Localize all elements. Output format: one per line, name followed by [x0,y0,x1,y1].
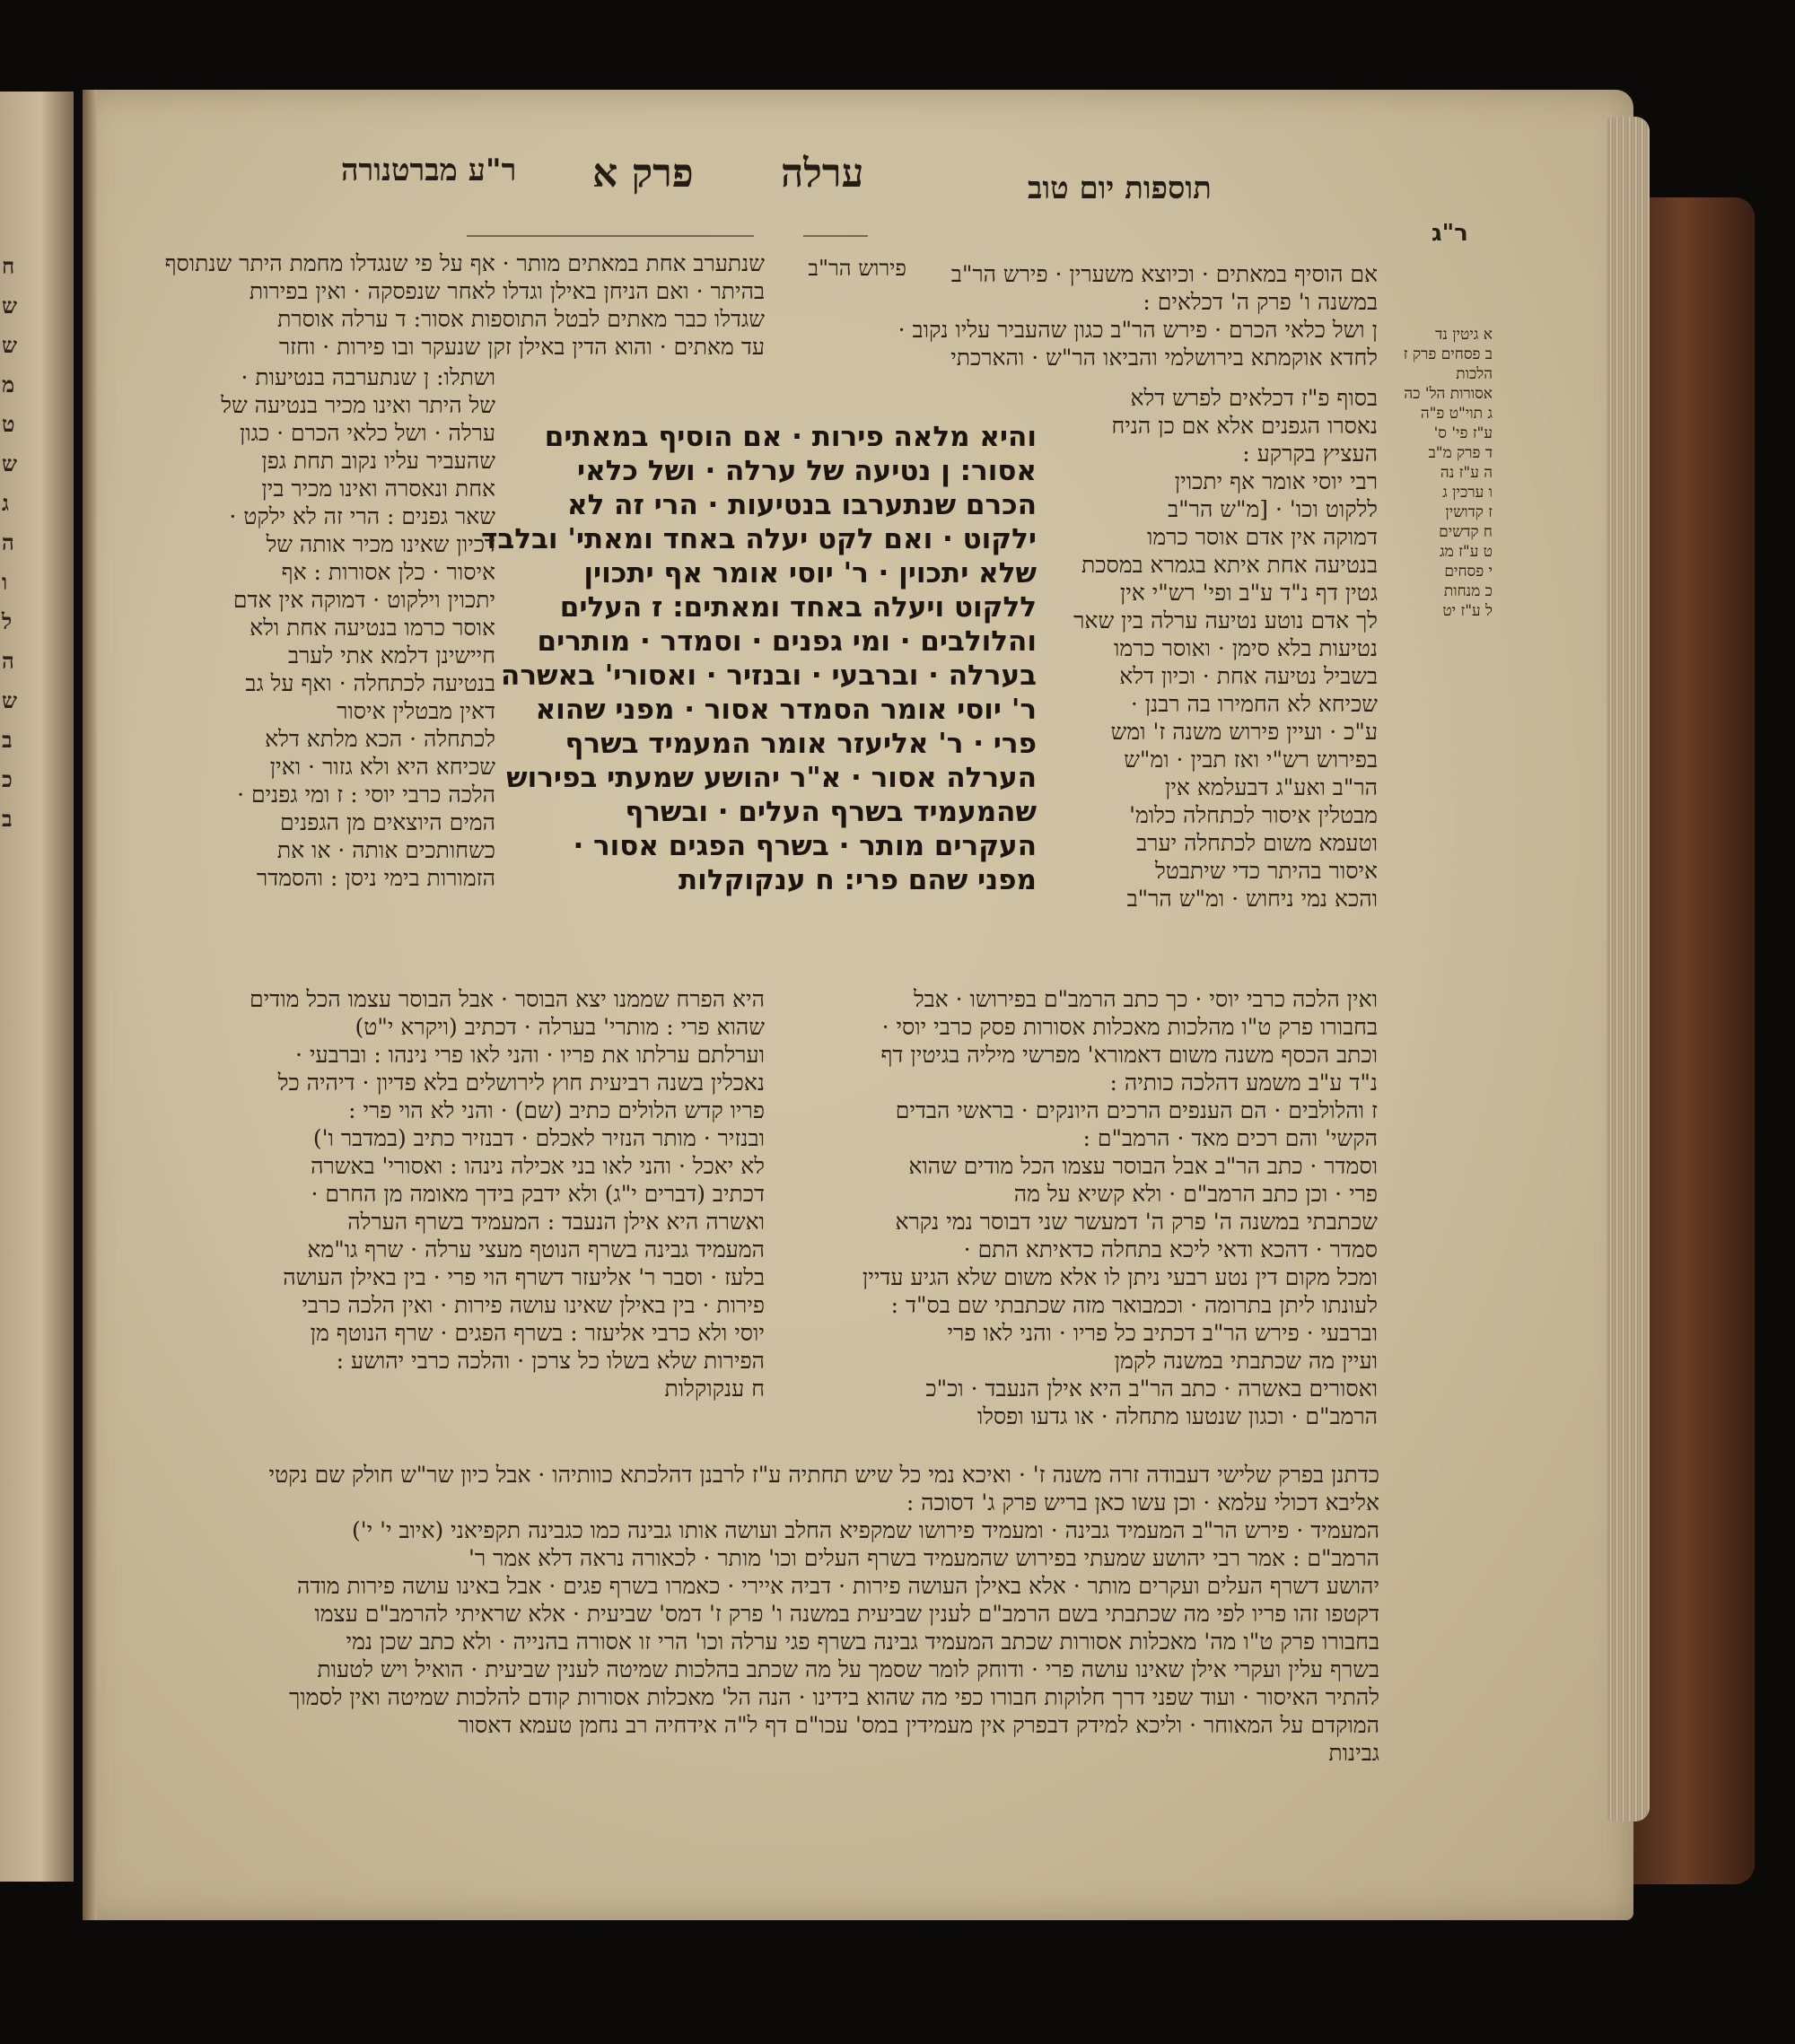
bartenura-top-block [154,249,765,361]
margin-reference-line: ל ע"ז יט [1442,602,1493,620]
tosafot-line: הרמב"ם : אמר רבי יהושע שמעתי בפירוש שהמעמיד בשרף העלים וכו' מותר · לכאורה נראה דלא אמר ר' [468,1545,1379,1571]
tosafot-line: נ"ד ע"ב משמע דהלכה כותיה : [1109,1070,1378,1096]
margin-reference-line: ח קדשים [1439,523,1493,541]
bartenura-line: שאר גפנים : הרי זה לא ילקט · [229,503,495,529]
tosafot-line: וסמדר · כתב הר"ב אבל הבוסר עצמו הכל מודים שהוא [908,1153,1378,1179]
tosafot-line: בחבורו פרק ט"ו מהלכות מאכלות אסורות פסק כרבי יוסי · [881,1014,1378,1040]
mishna-line: ילקוט · ואם לקט יעלה באחד ומאתי' ובלבד [481,523,1037,555]
tosafot-line: ואין הלכה כרבי יוסי · כך כתב הרמב"ם בפירושו · אבל [913,986,1378,1012]
bartenura-line: הזמורות בימי ניסן : והסמדר [256,865,495,891]
tosafot-line: סמדר · דהכא ודאי ליכא בתחלה כדאיתא התם · [963,1236,1378,1262]
bartenura-line: אוסר כרמו בנטיעה אחת ולא [250,615,495,641]
bartenura-line: פריו קדש הלולים כתיב (שם) · והני לא הוי פרי : [348,1097,765,1123]
left-page-edge [0,92,74,1882]
bartenura-line: לכתחלה · הכא מלתא דלא [265,726,495,752]
bartenura-line: אחת ונאסרה ואינו מכיר בין [261,476,495,502]
tosafot-line: שכיחא לא החמירו בה רבנן · [1130,691,1378,717]
margin-reference-line: ט ע"ז מג [1440,543,1493,561]
bartenura-line: פירות · בין באילן שאינו עושה פירות · ואין הלכה כרבי [302,1292,765,1318]
bartenura-line: בהיתר · ואם הניחן באילן וגדלו לאחר שנפסקה · ואין בפירות [249,278,765,304]
bartenura-line: של היתר ואינו מכיר בנטיעה של [221,392,495,418]
margin-reference-line: אסורות הל' כה [1404,385,1493,403]
bartenura-line: יוסי ולא כרבי אליעזר : בשרף הפגים · שרף הנוטף מן [310,1320,765,1346]
tosafot-line: שכתבתי במשנה ה' פרק ה' דמעשר שני דבוסר נמי נקרא [895,1209,1378,1235]
tosafot-line: המעמיד · פירש הר"ב המעמיד גבינה · ומעמיד פירושו שמקפיא החלב ועושה אותו גבינה כמו כגבינה תקפיאני (איוב י' י') [351,1517,1379,1543]
header-tractate-name: ערלה [781,151,864,197]
bartenura-bottom-block [154,985,765,1402]
tosafot-line: הר"ב ואע"ג דבעלמא אין [1164,774,1378,800]
tosafot-line: ע"כ · ועיין פירוש משנה ז' ומש [1110,719,1378,745]
header-rule-left [467,235,754,237]
tosafot-line: הרמב"ם · וכגון שנטעו מתחלה · או גדעו ופסלו [976,1403,1378,1429]
tosafot-bottom-block [785,985,1378,1430]
tosafot-line: לחדא אוקמתא בירושלמי והביאו הר"ש · והארכתי [950,345,1378,371]
header-right-commentary-title: תוספות יום טוב [1028,170,1212,206]
margin-reference-line: א גיטין נד [1435,326,1493,344]
bartenura-line: שכיחא היא ולא גזור · ואין [269,754,495,780]
tosafot-line: רבי יוסי אומר אף יתכוין [1174,468,1378,494]
tosafot-line: נאסרו הגפנים אלא אם כן הניח [1111,413,1378,439]
bartenura-line: דכתיב (דברים י"ג) ולא ידבק בידך מאומה מן החרם · [311,1181,765,1207]
margin-reference-line: הלכות [1456,365,1493,383]
margin-reference-line: ב פסחים פרק ז [1403,345,1493,363]
tosafot-line: נטיעות בלא סימן · ואוסר כרמו [1114,635,1378,661]
tosafot-line: להתיר האיסור · ועוד שפני דרך חלוקות חבורו כפי מה שהוא בידינו · הנה הל' מאכלות אסורות קודם להלכות שמיטה ואין לסמוך [289,1684,1379,1710]
left-page-fragment: ש [2,332,17,358]
tosafot-line: ז והלולבים · הם הענפים הרכים היונקים · בראשי הבדים [895,1097,1378,1123]
left-page-fragment: ל [2,608,13,634]
bartenura-line: היא הפרח שממנו יצא הבוסר · אבל הבוסר עצמו הכל מודים [250,986,765,1012]
tosafot-line: בחבורו פרק ט"ו מה' מאכלות אסורות שכתב המעמיד גבינה בשרף פגי ערלה וכו' הרי זו אסורה בהנייה · ולא כתב שכן נמי [346,1629,1379,1655]
tosafot-line: בסוף פ"ז דכלאים לפרש דלא [1130,385,1378,411]
margin-references [1387,325,1493,621]
tosafot-line: וטעמא משום לכתחלה יערב [1136,830,1378,856]
left-page-fragment: ב [2,727,13,753]
margin-reference-line: ז קדושין [1445,503,1493,521]
left-page-fragment: ה [2,529,14,555]
tosafot-line: במשנה ו' פרק ה' דכלאים : [1143,289,1378,315]
tosafot-line: אם הוסיף במאתים · וכיוצא משערין · פירש הר"ב [950,261,1378,287]
left-page-fragment: ח [2,253,15,279]
bartenura-line: שנתערב אחת במאתים מותר · אף על פי שנגדלו מחמת היתר שנתוסף [164,250,765,276]
tosafot-line: איסור בהיתר כדי שיתבטל [1155,858,1378,884]
mishna-line: העקרים מותר · בשרף הפגים אסור · [573,830,1037,862]
page-corner-number: ר"ג [1432,220,1468,247]
page-gutter-shadow [83,90,97,1920]
tosafot-line: גבינות [1328,1740,1379,1766]
bartenura-line: חיישינן דלמא אתי לערב [287,642,495,668]
margin-reference-line: ד פרק מ"ב [1428,444,1493,462]
tosafot-line: ן ושל כלאי הכרם · פירש הר"ב כגון שהעביר עליו נקוב · [898,317,1378,343]
tosafot-line: בנטיעה אחת איתא בגמרא במסכת [1081,552,1378,578]
tosafot-line: לעונתו ליתן בתרומה · וכמבואר מזה שכתבתי שם בס"ד : [890,1292,1378,1318]
header-chapter: פרק א [592,151,694,197]
mishna-line: ללקוט ויעלה באחד ומאתים: ז העלים [559,591,1037,624]
bartenura-line: המעמיד גבינה בשרף הנוטף מעצי ערלה · שרף גו"מא [307,1236,765,1262]
bartenura-line: ח ענקוקלות [664,1376,765,1402]
tosafot-line: דמוקה אין אדם אוסר כרמו [1147,524,1378,550]
bartenura-line: וערלתם ערלתו את פריו · והני לאו פרי נינהו : וברבעי · [295,1042,765,1068]
tosafot-line: וכתב הכסף משנה משום דאמורא' מפרשי מיליה בגיטין דף [880,1042,1378,1068]
tosafot-line: פרי · וכן כתב הרמב"ם · ולא קשיא על מה [1013,1181,1378,1207]
mishna-line: הכרם שנתערבו בנטיעות · הרי זה לא [567,489,1037,521]
margin-reference-line: ע"ז פי' ס' [1433,424,1493,442]
tosafot-line: לך אדם נוטע נטיעה ערלה בין שאר [1073,607,1378,633]
left-page-fragment: ש [2,450,17,476]
bartenura-line: דכיון שאינו מכיר אותה של [266,531,495,557]
tosafot-line: גטין דף נ"ד ע"ב ופי' רש"י אין [1119,580,1378,606]
margin-reference-line: ה ע"ז נה [1440,464,1493,482]
margin-reference-line: ו ערכין ג [1442,484,1493,502]
tosafot-column [1041,384,1378,913]
left-page-fragment: ג [2,490,9,516]
mishna-line: הערלה אסור · א"ר יהושע שמעתי בפירוש [506,762,1037,794]
bartenura-line: הפירות שלא בשלו כל צרכן · והלכה כרבי יהושע : [336,1348,765,1374]
header-rule-label: פירוש הר"ב [808,256,906,281]
tosafot-line: מבטלין איסור לכתחלה כלומ' [1129,802,1378,828]
left-page-fragment: מ [2,371,15,397]
bartenura-line: ושתלו: ן שנתערבה בנטיעות · [241,364,495,390]
tosafot-line: כדתנן בפרק שלישי דעבודה זרה משנה ז' · ואיכא נמי כל שיש תחתיה ע"ז לרבנן דהלכתא כוותיהו · אבל כיון שר"ש חולק שם נקטי [268,1462,1379,1488]
tosafot-full-width-block [127,1461,1379,1767]
bartenura-line: שגדלו כבר מאתים לבטל התוספות אסור: ד ערלה אוסרת [277,306,765,332]
left-page-fragment: ב [2,806,13,832]
tosafot-line: ומכל מקום דין נטע רבעי ניתן לו אלא משום שלא הגיע עדיין [862,1264,1378,1290]
bartenura-line: בנטיעה לכתחלה · ואף על גב [245,670,495,696]
bartenura-line: הלכה כרבי יוסי : ז ומי גפנים · [237,782,495,808]
tosafot-line: והכא נמי ניחוש · ומ"ש הר"ב [1126,886,1378,912]
bartenura-line: ואשרה היא אילן הנעבד : המעמיד בשרף הערלה [347,1209,765,1235]
bartenura-line: שהוא פרי : מותרי' בערלה · דכתיב (ויקרא י"ט) [355,1014,765,1040]
left-page-fragment: ש [2,293,17,319]
page-edges [1607,117,1650,1821]
mishna-line: פרי · ר' אליעזר אומר המעמיד בשרף [565,728,1037,760]
mishna-line: והיא מלאה פירות · אם הוסיף במאתים [544,421,1037,453]
tosafot-line: ללקוט וכו' · [מ"ש הר"ב [1168,496,1378,522]
mishna-line: שהמעמיד בשרף העלים · ובשרף [625,796,1037,828]
margin-reference-line: כ מנחות [1443,582,1493,600]
bartenura-line: איסור · כלן אסורות : אף [281,559,495,585]
mishna-line: אסור: ן נטיעה של ערלה · ושל כלאי [576,455,1037,487]
tosafot-line: בפירוש רש"י ואז תבין · ומ"ש [1124,747,1378,773]
tosafot-line: העציץ בקרקע : [1242,441,1378,467]
tosafot-line: בשביל נטיעה אחת · וכיון דלא [1119,663,1378,689]
mishna-line: שלא יתכוין · ר' יוסי אומר אף יתכוין [583,557,1037,590]
bartenura-line: ערלה · ושל כלאי הכרם · כגון [239,420,495,446]
mishna-line: והלולבים · ומי גפנים · וסמדר · מותרים [537,625,1037,658]
left-page-fragment: ט [2,411,15,437]
tosafot-line: דקטפו זהו פריו לפי מה שכתבתי בשם הרמב"ם לענין שביעית במשנה ו' פרק ז' דמס' שביעית · אלא שראיתי להרמב"ם עצמו [314,1601,1379,1627]
left-page-fragment: ו [2,569,8,595]
tosafot-line: וברבעי · פירש הר"ב דכתיב כל פריו · והני לאו פרי [947,1320,1378,1346]
mishna-line: ר' יוסי אומר הסמדר אסור · מפני שהוא [535,694,1037,726]
bartenura-line: ובנזיר · מותר הנזיר לאכלם · דבנזיר כתיב (במדבר ו') [312,1125,765,1151]
bartenura-column [154,363,495,892]
bartenura-line: נאכלין בשנה רביעית חוץ לירושלים בלא פדיון · דיהיה כל [277,1070,765,1096]
left-page-fragment: כ [2,766,13,792]
tosafot-line: ועיין מה שכתבתי במשנה לקמן [1114,1348,1378,1374]
book-cover [1633,197,1755,1884]
left-page-fragment: ה [2,648,14,674]
header-left-commentary-title: ר"ע מברטנורה [341,153,517,188]
tosafot-line: בשרף עלין ועקרי אילן שאינו עושה פרי · ודוחק לומר שסמך על מה שכתב בהלכות שמיטה לענין שביעית · הואיל ויש לטעות [317,1656,1379,1682]
tosafot-line: הקשי' והם רכים מאד · הרמב"ם : [1082,1125,1378,1151]
tosafot-line: ואסורים באשרה · כתב הר"ב היא אילן הנעבד · וכ"כ [925,1376,1378,1402]
left-page-fragment: ש [2,687,17,713]
mishna-line: בערלה · וברבעי · ובנזיר · ואסורי' באשרה [501,659,1037,692]
margin-reference-line: י פסחים [1444,563,1493,581]
bartenura-line: בלעז · וסבר ר' אליעזר דשרף הוי פרי · בין באילן העושה [283,1264,765,1290]
margin-reference-line: ג תוי"ט פ"ה [1420,405,1493,423]
header-rule-right [803,235,868,237]
bartenura-line: כשחותכים אותה · או את [276,837,495,863]
bartenura-line: המים היוצאים מן הגפנים [280,809,495,835]
tosafot-top-block [790,260,1378,371]
bartenura-line: שהעביר עליו נקוב תחת גפן [261,448,495,474]
tosafot-line: יהושע דשרף העלים ועקרים מותר · אלא באילן העושה פירות · דביה איירי · כאמרו בשרף פגים · אבל באינו עושה פירות מודה [296,1573,1379,1599]
mishna-line: מפני שהם פרי: ח ענקוקלות [679,864,1037,896]
bartenura-line: דאין מבטלין איסור [337,698,495,724]
mishna-text [481,420,1037,897]
bartenura-line: עד מאתים · והוא הדין באילן זקן שנעקר ובו פירות · וחזר [278,334,765,360]
tosafot-line: המוקדם על המאוחר · וליכא למידק דבפרק אין מעמידין במס' עכו"ם דף ל"ה אידחיה רב נחמן טעמא דאסור [458,1712,1379,1738]
bartenura-line: לא יאכל · והני לאו בני אכילה נינהו : ואסורי' באשרה [311,1153,765,1179]
tosafot-line: אליבא דכולי עלמא · וכן עשו כאן בריש פרק ג' דסוכה : [906,1489,1379,1516]
bartenura-line: יתכוין וילקוט · דמוקה אין אדם [232,587,495,613]
